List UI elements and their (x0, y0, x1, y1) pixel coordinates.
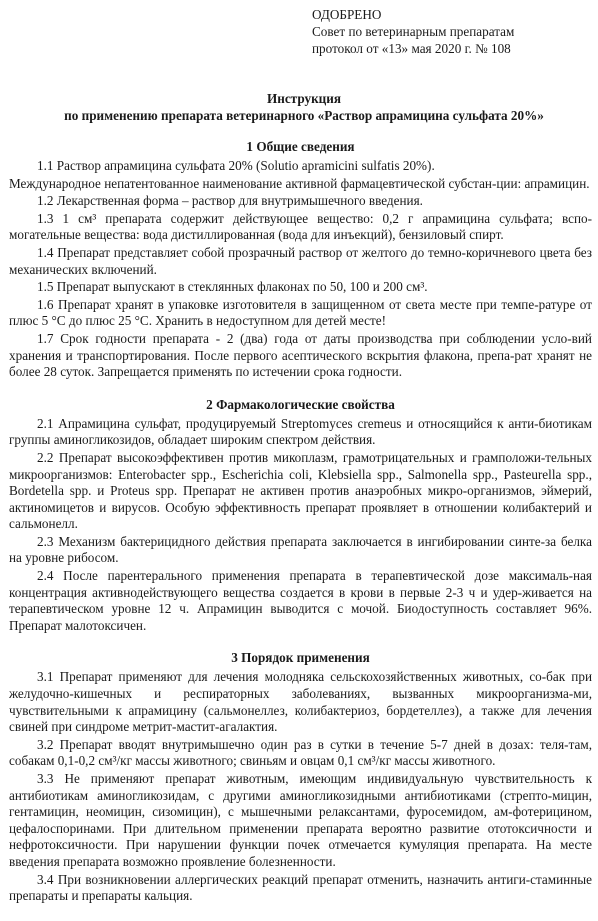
approval-stamp (312, 6, 594, 57)
document-title (20, 90, 588, 124)
section-pharmacology (9, 397, 592, 635)
paragraph: 2.4 После парентерального применения препарата в терапевтической дозе максималь-ная концентрация активнодействующего вещества создается в крови в первые 2-3 ч и удер-живается на терапевтическом уровне 12 ч. Апрамицин выводится с мочой. Биодоступность составляет 96%. Препарат малотоксичен. (9, 568, 592, 633)
paragraph: 2.1 Апрамицина сульфат, продуцируемый Streptomyces cremeus и относящийся к анти-биотикам группы аминогликозидов, обладает широким спектром действия. (9, 415, 592, 448)
paragraph: 1.5 Препарат выпускают в стеклянных флаконах по 50, 100 и 200 см³. (37, 279, 428, 295)
approval-heading: ОДОБРЕНО (312, 7, 382, 22)
approval-protocol: протокол от «13» мая 2020 г. № 108 (312, 41, 511, 56)
section-title: 3 Порядок применения (231, 650, 370, 666)
section-usage (9, 650, 592, 904)
paragraph: 1.4 Препарат представляет собой прозрачный раствор от желтого до темно-коричневого цвета без механических включений. (9, 244, 592, 277)
document-title-line2: по применению препарата ветеринарного «Раствор апрамицина сульфата 20%» (64, 108, 544, 123)
paragraph: 1.6 Препарат хранят в упаковке изготовителя в защищенном от света месте при темпе-ратуре от плюс 5 °С до плюс 25 °С. Хранить в недоступном для детей месте! (9, 296, 592, 329)
paragraph: 2.2 Препарат высокоэффективен против микоплазм, грамотрицательных и грамположи-тельных микроорганизмов: Enterobacter spp., Escherichia coli, Klebsiella spp., Salmonella spp., Pasteurella spp., Bordetella spp. и Proteus spp. Препарат не активен против анаэробных микро-организмов, эймерий, актиномицетов и вирусов. Особую эффективность препарат проявляет в отношении колибактерий и сальмонелл. (9, 449, 592, 532)
section-general (9, 139, 592, 381)
paragraph: 3.4 При возникновении аллергических реакций препарат отменить, назначить антиги-стаминные препараты и препараты кальция. (9, 871, 592, 904)
section-title: 2 Фармакологические свойства (206, 396, 395, 412)
paragraph: 1.7 Срок годности препарата - 2 (два) года от даты производства при соблюдении усло-вий хранения и транспортирования. После первого асептического вскрытия флакона, препа-рат хранят не более 28 суток. Запрещается применять по истечении срока годности. (9, 330, 592, 380)
document-body (9, 139, 592, 921)
section-title: 1 Общие сведения (246, 139, 355, 154)
paragraph: 3.2 Препарат вводят внутримышечно один раз в сутки в течение 5-7 дней в дозах: теля-там, собакам 0,1-0,2 см³/кг массы животного; свиньям и овцам 0,1 см³/кг массы животного. (9, 736, 592, 769)
paragraph: 3.1 Препарат применяют для лечения молодняка сельскохозяйственных животных, со-бак при желудочно-кишечных и респираторных заболеваниях, вызванных микроорганизма-ми, чувствительными к апрамицину (сальмонеллез, колибактериоз, бордетеллез), а также для лечения свиней при синдроме метрит-мастит-агалактия. (9, 669, 592, 735)
paragraph: 1.1 Раствор апрамицина сульфата 20% (Solutio apramicini sulfatis 20%). (37, 158, 435, 173)
approval-council: Совет по ветеринарным препаратам (312, 24, 515, 39)
document-title-line1: Инструкция (266, 91, 342, 106)
paragraph: Международное непатентованное наименование активной фармацевтической субстан-ции: апрамицин. (9, 175, 590, 191)
paragraph: 3.3 Не применяют препарат животным, имеющим индивидуальную чувствительность к антибиотикам аминогликозидам, с другими аминогликозидными антибиотиками (стрепто-мицин, гентамицин, неомицин, сизомицин), с мышечными релаксантами, фуросемидом, ам-фотерицином, цефалоспоринами. При длительном применении препарата вероятно развитие ототоксичности и нефротоксичности. При нарушении функции почек отмечается кумуляция препарата. На месте введения препарата возможно проявление болезненности. (9, 771, 592, 869)
paragraph: 2.3 Механизм бактерицидного действия препарата заключается в ингибировании синте-за белка на уровне рибосом. (9, 533, 592, 566)
paragraph: 1.2 Лекарственная форма – раствор для внутримышечного введения. (37, 193, 423, 209)
paragraph: 1.3 1 см³ препарата содержит действующее вещество: 0,2 г апрамицина сульфата; вспо-могательные вещества: вода дистиллированная (вода для инъекций), бензиловый спирт. (9, 210, 592, 243)
